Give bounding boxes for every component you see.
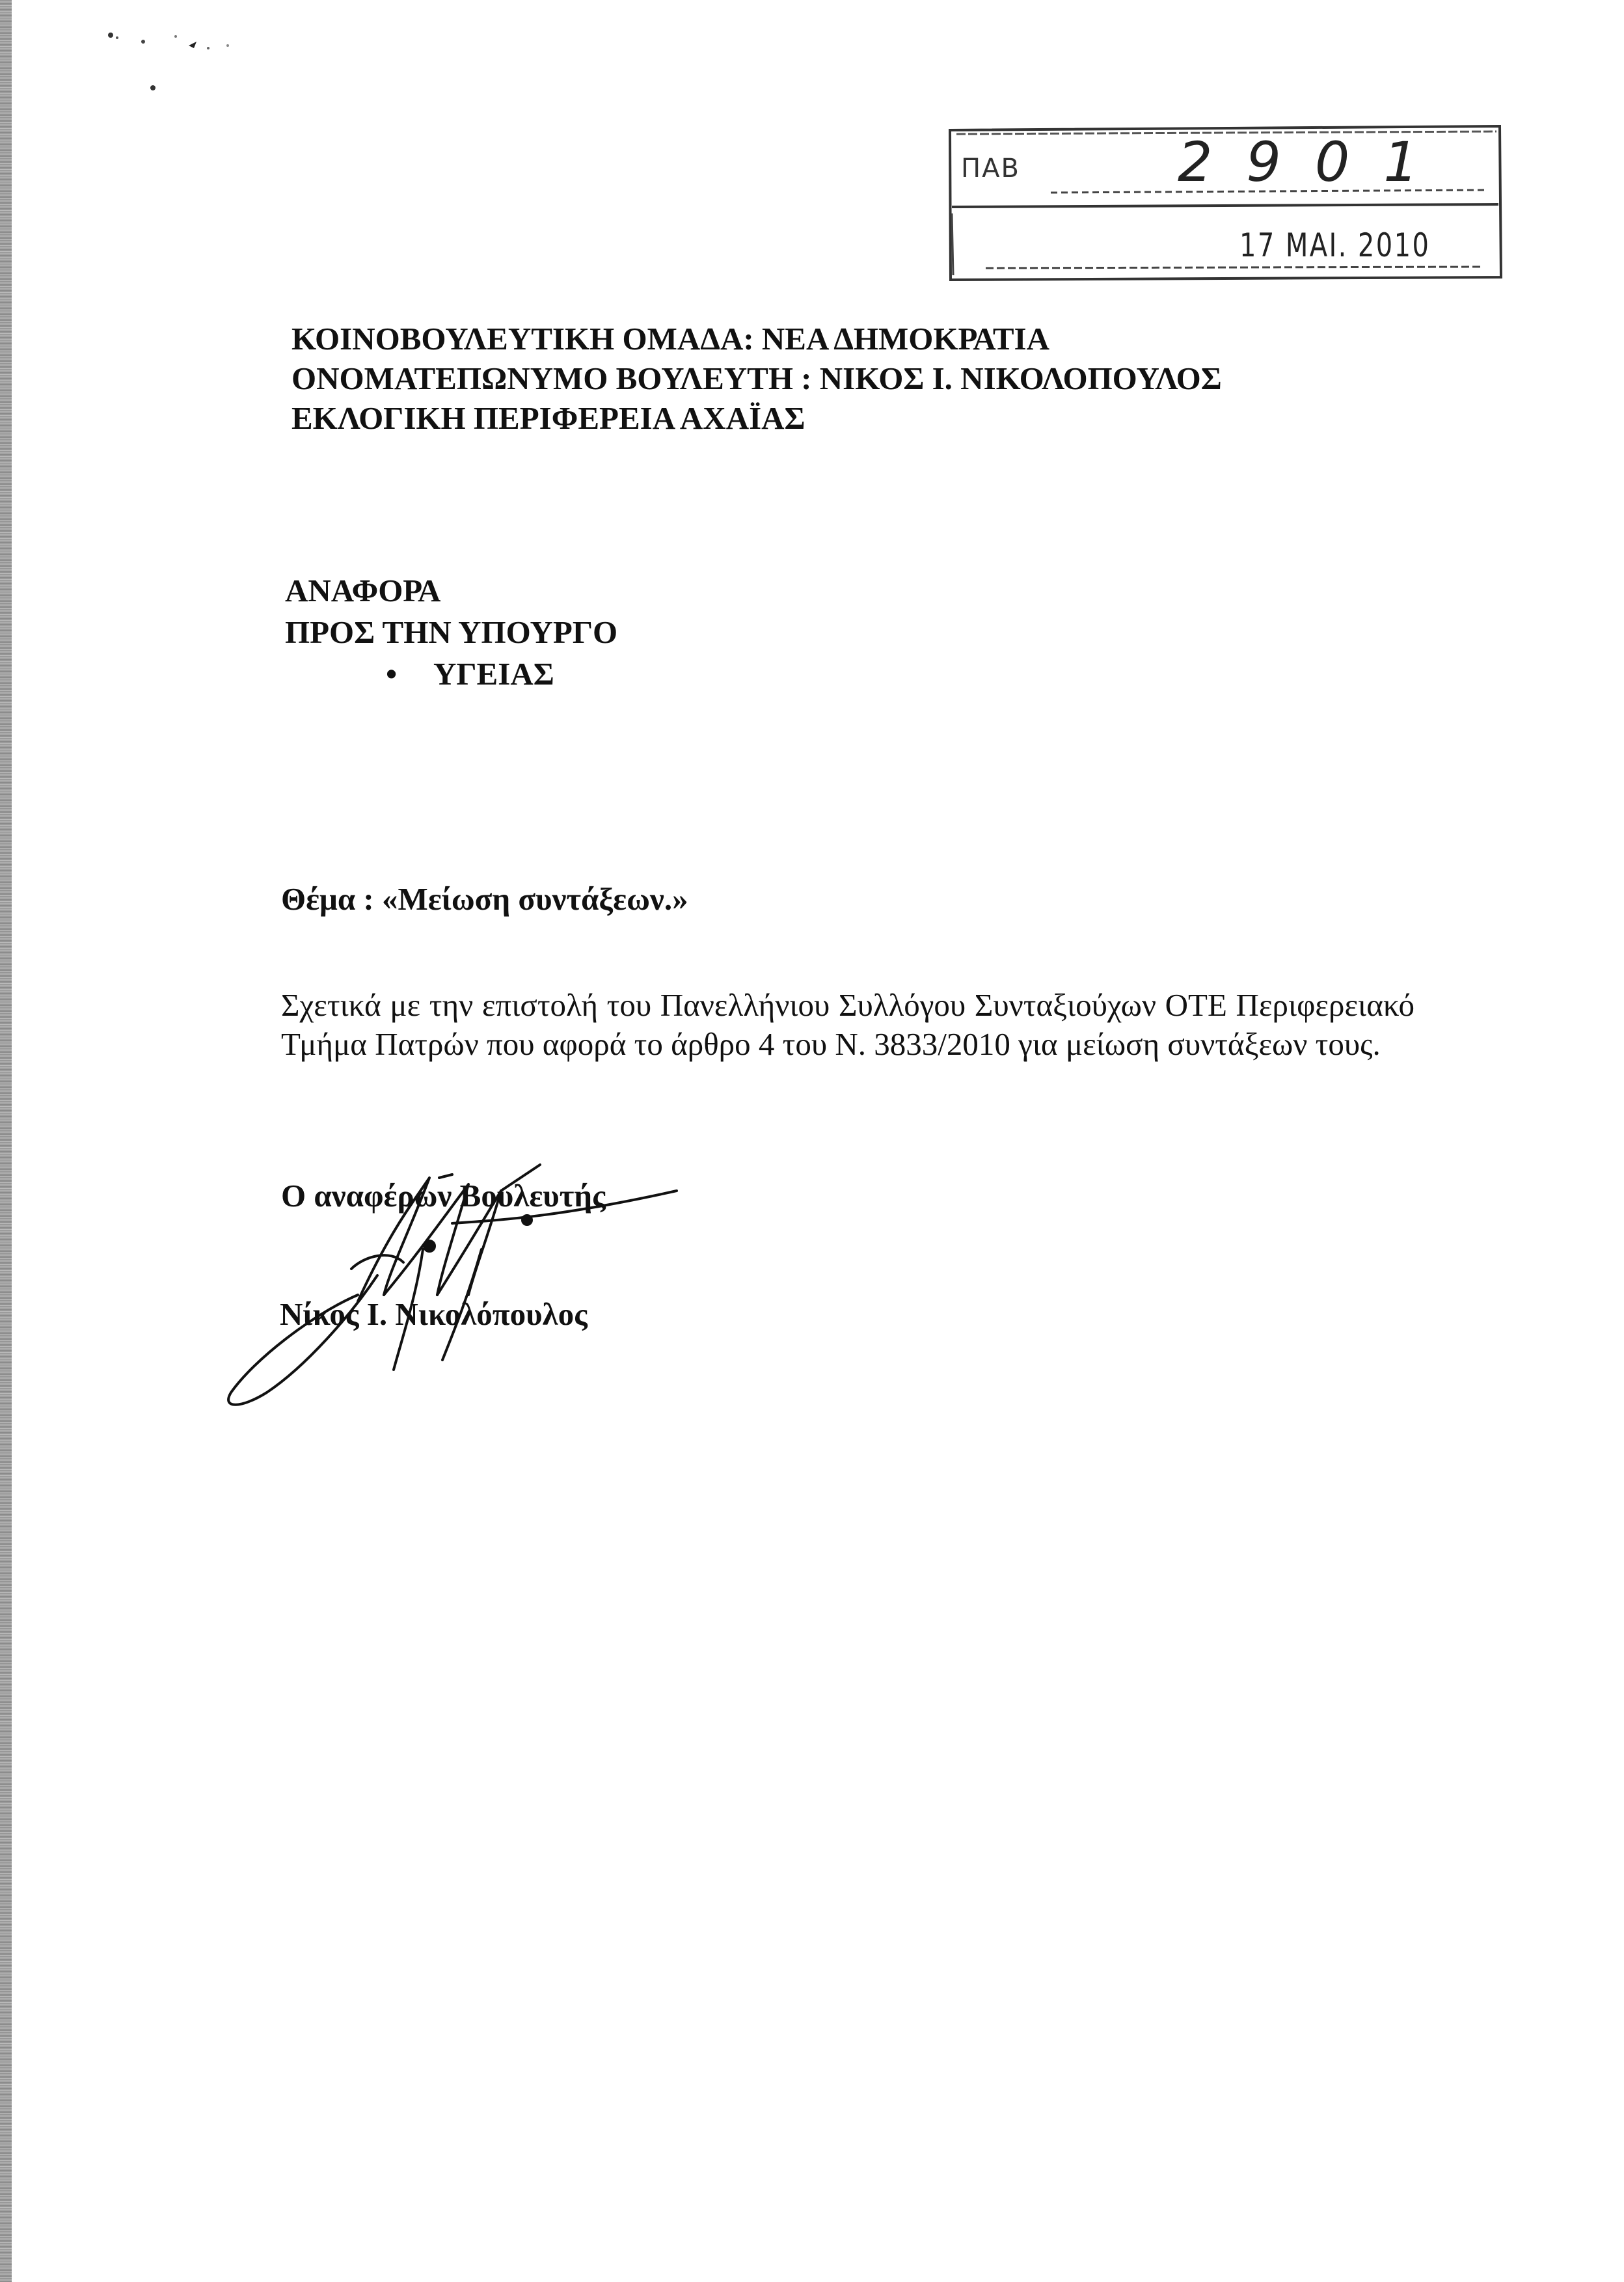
report-block xyxy=(285,570,1066,695)
stamp-handwritten-number: 2901 xyxy=(1178,130,1452,194)
ministry-name: ΥΓΕΙΑΣ xyxy=(433,656,554,692)
document-header xyxy=(291,319,1528,438)
constituency-line: ΕΚΛΟΓΙΚΗ ΠΕΡΙΦΕΡΕΙΑ ΑΧΑΪΑΣ xyxy=(291,400,805,436)
party-line: ΚΟΙΝΟΒΟΥΛΕΥΤΙΚΗ ΟΜΑΔΑ: ΝΕΑ ΔΗΜΟΚΡΑΤΙΑ xyxy=(291,321,1049,357)
body-paragraph: Σχετικά με την επιστολή του Πανελλήνιου Συλλόγου Συνταξιούχων ΟΤΕ Περιφερειακό Τμήμα Πατρών που αφορά το άρθρο 4 του Ν. 3833/2010 για μείωση συντάξεων τους. xyxy=(281,987,1414,1062)
report-title: ΑΝΑΦΟΡΑ xyxy=(285,573,441,608)
report-recipient: ΠΡΟΣ ΤΗΝ ΥΠΟΥΡΓΟ xyxy=(285,614,618,650)
ministry-list-item xyxy=(285,653,1066,695)
signatory-name: Νίκος Ι. Νικολόπουλος xyxy=(280,1296,588,1332)
scan-edge-noise xyxy=(0,0,12,2282)
stamp-prefix: ΠΑΒ xyxy=(961,154,1020,183)
handwritten-signature xyxy=(195,1100,690,1412)
subject-line: Θέμα : «Μείωση συντάξεων.» xyxy=(281,881,688,917)
registry-stamp xyxy=(947,122,1503,282)
bullet-icon: • xyxy=(386,656,398,692)
mp-name-line: ΟΝΟΜΑΤΕΠΩΝΥΜΟ ΒΟΥΛΕΥΤΗ : ΝΙΚΟΣ Ι. ΝΙΚΟΛΟΠΟΥΛΟΣ xyxy=(291,360,1222,396)
scan-specks xyxy=(98,20,267,104)
stamp-date: 17 MAI. 2010 xyxy=(1239,226,1431,264)
signatory-title: Ο αναφέρων Βουλευτής xyxy=(281,1178,606,1214)
